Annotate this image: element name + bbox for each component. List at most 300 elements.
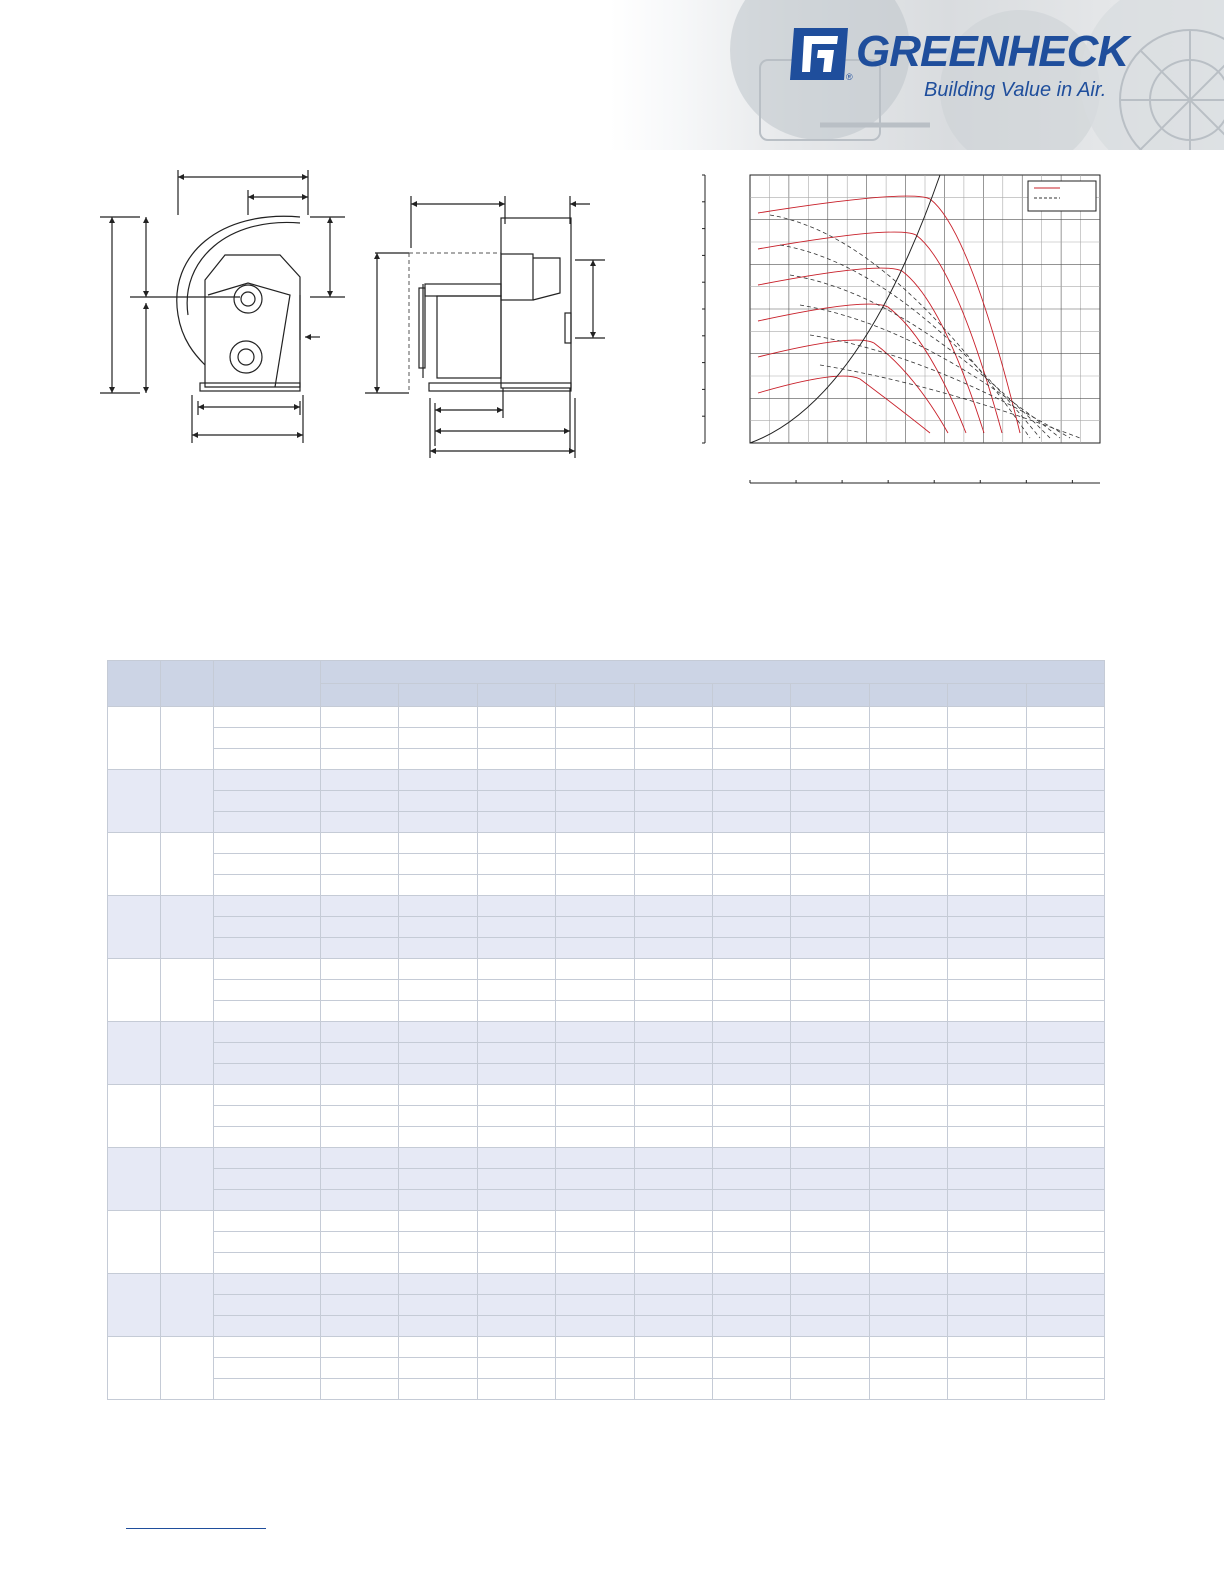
- table-cell: [791, 833, 869, 854]
- table-cell: [1026, 1253, 1104, 1274]
- table-cell: [712, 1337, 790, 1358]
- table-cell: [791, 1295, 869, 1316]
- table-cell: [634, 1274, 712, 1295]
- side-view-drawing: [365, 188, 605, 468]
- table-cell: [556, 1022, 634, 1043]
- table-cell: [869, 1295, 947, 1316]
- table-cell: [948, 707, 1026, 728]
- table-cell: [712, 1253, 790, 1274]
- table-row: [108, 896, 1105, 917]
- group-cell: [161, 833, 214, 896]
- table-cell: [712, 1022, 790, 1043]
- table-cell: [634, 1127, 712, 1148]
- group-cell: [108, 896, 161, 959]
- table-cell: [634, 812, 712, 833]
- table-cell: [948, 1127, 1026, 1148]
- table-cell: [556, 1379, 634, 1400]
- table-cell: [791, 791, 869, 812]
- table-cell: [948, 1316, 1026, 1337]
- subheader-cell: [712, 684, 790, 707]
- table-cell: [1026, 728, 1104, 749]
- table-cell: [634, 1043, 712, 1064]
- table-cell: [321, 1190, 399, 1211]
- table-cell: [712, 1064, 790, 1085]
- table-cell: [214, 1022, 321, 1043]
- table-cell: [321, 938, 399, 959]
- table-cell: [634, 938, 712, 959]
- table-cell: [948, 1211, 1026, 1232]
- table-cell: [399, 770, 477, 791]
- table-cell: [948, 1358, 1026, 1379]
- table-cell: [712, 896, 790, 917]
- table-cell: [869, 707, 947, 728]
- table-cell: [399, 917, 477, 938]
- table-cell: [948, 1022, 1026, 1043]
- table-cell: [948, 1064, 1026, 1085]
- table-cell: [712, 854, 790, 875]
- table-cell: [948, 770, 1026, 791]
- table-row: [108, 707, 1105, 728]
- table-row: [108, 980, 1105, 1001]
- table-cell: [477, 1127, 555, 1148]
- table-cell: [712, 770, 790, 791]
- table-cell: [556, 896, 634, 917]
- group-cell: [108, 770, 161, 833]
- table-cell: [214, 917, 321, 938]
- registered-mark: ®: [846, 72, 853, 82]
- table-cell: [1026, 959, 1104, 980]
- table-row: [108, 854, 1105, 875]
- table-cell: [1026, 707, 1104, 728]
- table-cell: [791, 1358, 869, 1379]
- table-cell: [869, 1064, 947, 1085]
- table-cell: [712, 1043, 790, 1064]
- subheader-cell: [791, 684, 869, 707]
- table-cell: [556, 1274, 634, 1295]
- table-row: [108, 1085, 1105, 1106]
- chart-red-curve: [758, 376, 930, 433]
- table-cell: [634, 1001, 712, 1022]
- table-cell: [399, 728, 477, 749]
- table-cell: [948, 1253, 1026, 1274]
- table-cell: [1026, 980, 1104, 1001]
- table-cell: [791, 1232, 869, 1253]
- table-cell: [399, 1106, 477, 1127]
- table-cell: [948, 1169, 1026, 1190]
- table-cell: [869, 1253, 947, 1274]
- table-cell: [321, 1169, 399, 1190]
- subheader-cell: [399, 684, 477, 707]
- table-cell: [948, 1190, 1026, 1211]
- table-cell: [321, 917, 399, 938]
- table-cell: [634, 1295, 712, 1316]
- table-cell: [214, 1232, 321, 1253]
- table-cell: [477, 770, 555, 791]
- table-cell: [556, 707, 634, 728]
- table-cell: [214, 833, 321, 854]
- table-cell: [712, 1232, 790, 1253]
- table-cell: [1026, 1064, 1104, 1085]
- table-cell: [556, 1232, 634, 1253]
- table-cell: [214, 1253, 321, 1274]
- table-cell: [477, 875, 555, 896]
- table-row: [108, 917, 1105, 938]
- table-cell: [556, 1169, 634, 1190]
- table-cell: [321, 1253, 399, 1274]
- table-cell: [948, 1274, 1026, 1295]
- table-cell: [321, 791, 399, 812]
- subheader-cell: [556, 684, 634, 707]
- table-cell: [948, 980, 1026, 1001]
- subheader-cell: [948, 684, 1026, 707]
- table-cell: [556, 1337, 634, 1358]
- table-cell: [214, 1274, 321, 1295]
- table-cell: [556, 791, 634, 812]
- table-cell: [1026, 1190, 1104, 1211]
- table-cell: [214, 1064, 321, 1085]
- table-cell: [477, 728, 555, 749]
- table-cell: [556, 1106, 634, 1127]
- table-cell: [1026, 1085, 1104, 1106]
- table-cell: [1026, 1379, 1104, 1400]
- table-row: [108, 812, 1105, 833]
- table-cell: [634, 1085, 712, 1106]
- table-cell: [948, 1295, 1026, 1316]
- table-cell: [948, 896, 1026, 917]
- table-cell: [1026, 1148, 1104, 1169]
- table-cell: [477, 749, 555, 770]
- table-cell: [634, 833, 712, 854]
- table-cell: [399, 1337, 477, 1358]
- table-cell: [321, 1358, 399, 1379]
- table-cell: [948, 854, 1026, 875]
- table-cell: [634, 1022, 712, 1043]
- table-cell: [791, 728, 869, 749]
- table-cell: [634, 896, 712, 917]
- group-cell: [161, 1022, 214, 1085]
- table-cell: [869, 875, 947, 896]
- group-cell: [108, 1274, 161, 1337]
- chart-red-curve: [758, 268, 984, 433]
- table-cell: [869, 938, 947, 959]
- table-cell: [791, 1106, 869, 1127]
- table-cell: [634, 1148, 712, 1169]
- table-cell: [712, 1148, 790, 1169]
- table-cell: [321, 1211, 399, 1232]
- table-cell: [1026, 833, 1104, 854]
- table-cell: [948, 1085, 1026, 1106]
- table-cell: [556, 1127, 634, 1148]
- table-cell: [1026, 812, 1104, 833]
- table-cell: [634, 1064, 712, 1085]
- table-cell: [399, 959, 477, 980]
- table-row: [108, 1295, 1105, 1316]
- table-cell: [477, 1316, 555, 1337]
- table-cell: [712, 1190, 790, 1211]
- table-cell: [477, 980, 555, 1001]
- table-cell: [556, 1190, 634, 1211]
- table-cell: [634, 1232, 712, 1253]
- table-cell: [214, 1337, 321, 1358]
- table-cell: [321, 1232, 399, 1253]
- table-cell: [791, 812, 869, 833]
- table-cell: [399, 1085, 477, 1106]
- table-cell: [712, 1316, 790, 1337]
- table-cell: [1026, 917, 1104, 938]
- table-cell: [791, 1022, 869, 1043]
- table-cell: [321, 1127, 399, 1148]
- group-cell: [108, 1085, 161, 1148]
- table-row: [108, 1064, 1105, 1085]
- table-cell: [791, 1253, 869, 1274]
- table-cell: [321, 875, 399, 896]
- group-cell: [161, 770, 214, 833]
- table-cell: [556, 812, 634, 833]
- table-cell: [556, 938, 634, 959]
- table-cell: [556, 854, 634, 875]
- table-cell: [399, 896, 477, 917]
- table-cell: [477, 1253, 555, 1274]
- table-cell: [948, 1001, 1026, 1022]
- spec-table: [107, 660, 1105, 1400]
- table-cell: [948, 1232, 1026, 1253]
- table-cell: [214, 1169, 321, 1190]
- group-cell: [161, 959, 214, 1022]
- table-cell: [477, 938, 555, 959]
- table-cell: [321, 1295, 399, 1316]
- table-cell: [399, 1148, 477, 1169]
- table-cell: [214, 791, 321, 812]
- table-cell: [399, 749, 477, 770]
- table-cell: [321, 854, 399, 875]
- table-cell: [399, 1274, 477, 1295]
- group-cell: [161, 1085, 214, 1148]
- table-cell: [477, 1337, 555, 1358]
- table-cell: [321, 707, 399, 728]
- table-cell: [634, 749, 712, 770]
- table-cell: [399, 875, 477, 896]
- table-cell: [556, 1001, 634, 1022]
- table-cell: [399, 707, 477, 728]
- spec-table-body: [108, 707, 1105, 1400]
- table-row: [108, 791, 1105, 812]
- table-cell: [948, 938, 1026, 959]
- table-cell: [869, 1169, 947, 1190]
- table-cell: [556, 833, 634, 854]
- table-row: [108, 1043, 1105, 1064]
- table-cell: [791, 1001, 869, 1022]
- table-cell: [791, 1085, 869, 1106]
- table-cell: [214, 1001, 321, 1022]
- table-cell: [1026, 854, 1104, 875]
- table-cell: [869, 1379, 947, 1400]
- table-cell: [948, 791, 1026, 812]
- greenheck-logo: [788, 24, 1129, 104]
- table-cell: [399, 812, 477, 833]
- table-cell: [321, 959, 399, 980]
- table-cell: [399, 1232, 477, 1253]
- table-cell: [399, 1295, 477, 1316]
- table-cell: [712, 1211, 790, 1232]
- table-cell: [214, 980, 321, 1001]
- table-cell: [477, 1358, 555, 1379]
- table-cell: [634, 959, 712, 980]
- group-cell: [108, 707, 161, 770]
- table-cell: [477, 1379, 555, 1400]
- table-cell: [399, 1043, 477, 1064]
- table-cell: [869, 1337, 947, 1358]
- table-cell: [869, 1127, 947, 1148]
- front-view-drawing: [100, 165, 360, 465]
- table-cell: [477, 959, 555, 980]
- table-cell: [712, 728, 790, 749]
- table-cell: [791, 959, 869, 980]
- table-cell: [556, 1358, 634, 1379]
- table-cell: [321, 812, 399, 833]
- table-cell: [712, 791, 790, 812]
- table-cell: [399, 1379, 477, 1400]
- table-cell: [399, 1253, 477, 1274]
- table-cell: [556, 1148, 634, 1169]
- table-row: [108, 1127, 1105, 1148]
- group-cell: [161, 1337, 214, 1400]
- brand-tagline: Building Value in Air.: [924, 79, 1107, 101]
- table-cell: [712, 959, 790, 980]
- table-cell: [214, 1358, 321, 1379]
- table-cell: [948, 1043, 1026, 1064]
- table-cell: [869, 1001, 947, 1022]
- table-cell: [869, 1232, 947, 1253]
- table-cell: [1026, 896, 1104, 917]
- table-row: [108, 833, 1105, 854]
- header-cell: [161, 661, 214, 707]
- table-cell: [634, 854, 712, 875]
- table-cell: [556, 1253, 634, 1274]
- table-cell: [1026, 1274, 1104, 1295]
- table-cell: [214, 1127, 321, 1148]
- table-cell: [1026, 1127, 1104, 1148]
- table-cell: [556, 1085, 634, 1106]
- table-row: [108, 1379, 1105, 1400]
- table-row: [108, 1337, 1105, 1358]
- table-cell: [948, 1337, 1026, 1358]
- table-cell: [712, 833, 790, 854]
- table-cell: [869, 1043, 947, 1064]
- subheader-cell: [477, 684, 555, 707]
- table-cell: [477, 833, 555, 854]
- table-cell: [214, 1043, 321, 1064]
- table-cell: [477, 1274, 555, 1295]
- table-row: [108, 938, 1105, 959]
- table-cell: [556, 1043, 634, 1064]
- table-cell: [948, 812, 1026, 833]
- table-cell: [948, 959, 1026, 980]
- table-cell: [869, 749, 947, 770]
- brand-name: GREENHECK: [856, 27, 1129, 76]
- table-cell: [1026, 1022, 1104, 1043]
- table-cell: [1026, 1169, 1104, 1190]
- table-cell: [214, 749, 321, 770]
- table-cell: [556, 1064, 634, 1085]
- subheader-cell: [321, 684, 399, 707]
- table-cell: [791, 1337, 869, 1358]
- table-cell: [321, 1316, 399, 1337]
- table-cell: [869, 959, 947, 980]
- table-cell: [869, 1274, 947, 1295]
- table-row: [108, 1358, 1105, 1379]
- table-cell: [712, 1085, 790, 1106]
- table-cell: [1026, 938, 1104, 959]
- table-cell: [634, 1211, 712, 1232]
- table-cell: [556, 1211, 634, 1232]
- group-cell: [161, 1148, 214, 1211]
- table-cell: [477, 1064, 555, 1085]
- table-cell: [321, 1106, 399, 1127]
- table-cell: [556, 749, 634, 770]
- table-cell: [214, 1379, 321, 1400]
- table-row: [108, 875, 1105, 896]
- group-cell: [161, 1211, 214, 1274]
- group-cell: [108, 1148, 161, 1211]
- table-cell: [477, 1085, 555, 1106]
- table-cell: [1026, 1001, 1104, 1022]
- table-cell: [712, 917, 790, 938]
- table-cell: [948, 1148, 1026, 1169]
- chart-red-curve: [758, 304, 966, 433]
- table-cell: [634, 728, 712, 749]
- table-cell: [712, 1379, 790, 1400]
- table-cell: [791, 896, 869, 917]
- table-cell: [791, 749, 869, 770]
- table-cell: [791, 770, 869, 791]
- table-cell: [399, 833, 477, 854]
- table-cell: [712, 980, 790, 1001]
- table-cell: [712, 1295, 790, 1316]
- table-cell: [634, 1169, 712, 1190]
- table-cell: [869, 896, 947, 917]
- header-cell: [321, 661, 1105, 684]
- table-row: [108, 1106, 1105, 1127]
- table-cell: [869, 791, 947, 812]
- table-cell: [791, 980, 869, 1001]
- table-cell: [556, 875, 634, 896]
- table-cell: [634, 980, 712, 1001]
- table-cell: [477, 1001, 555, 1022]
- group-cell: [108, 833, 161, 896]
- table-cell: [869, 833, 947, 854]
- table-row: [108, 1169, 1105, 1190]
- table-row: [108, 770, 1105, 791]
- header-cell: [214, 661, 321, 707]
- table-cell: [1026, 770, 1104, 791]
- table-cell: [1026, 1106, 1104, 1127]
- table-cell: [1026, 1295, 1104, 1316]
- table-cell: [634, 707, 712, 728]
- table-cell: [634, 1253, 712, 1274]
- table-cell: [869, 812, 947, 833]
- table-row: [108, 1190, 1105, 1211]
- table-cell: [556, 1295, 634, 1316]
- chart-dashed-curve: [800, 305, 1060, 438]
- table-cell: [214, 707, 321, 728]
- table-cell: [869, 1211, 947, 1232]
- table-cell: [214, 938, 321, 959]
- table-cell: [948, 833, 1026, 854]
- table-cell: [1026, 1358, 1104, 1379]
- table-cell: [321, 1064, 399, 1085]
- table-cell: [634, 770, 712, 791]
- table-row: [108, 1211, 1105, 1232]
